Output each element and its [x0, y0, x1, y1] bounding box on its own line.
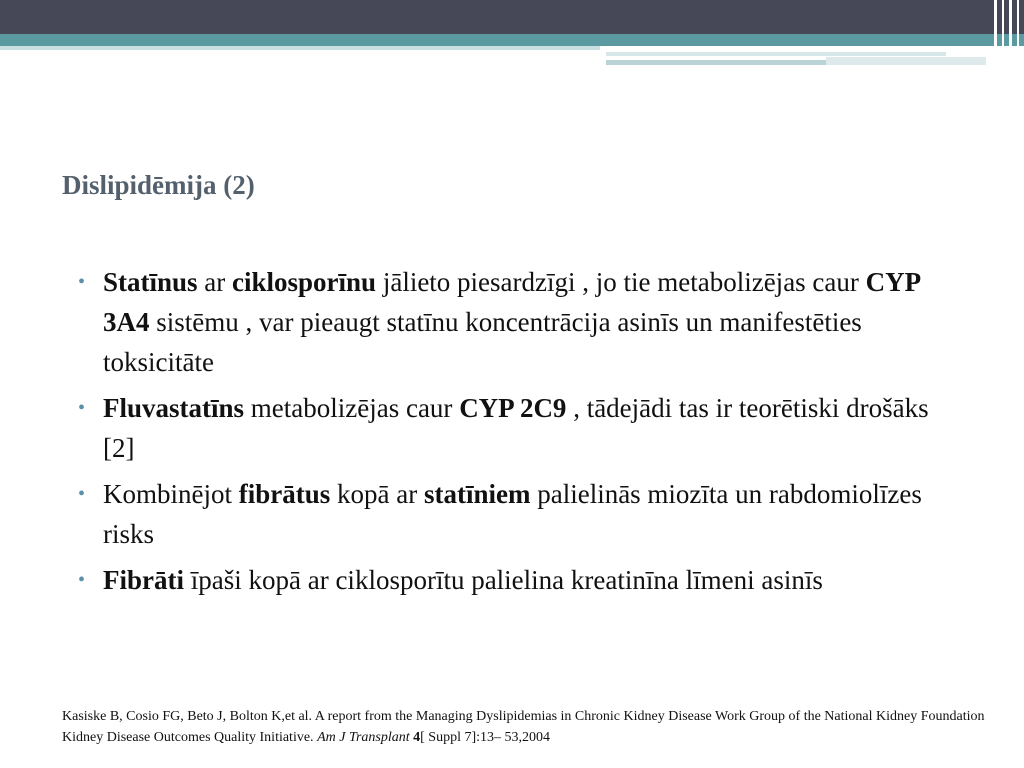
bullet-list	[78, 262, 958, 606]
bullet-text: metabolizējas caur	[244, 393, 460, 423]
bullet-bold-text: ciklosporīnu	[232, 267, 377, 297]
bullet-bold-text: statīniem	[423, 479, 531, 509]
bullet-dot-icon: •	[78, 483, 86, 505]
bullet-bold-text: Fibrāti	[103, 565, 184, 595]
bullet-text: jālieto piesardzīgi , jo tie metabolizējas caur	[376, 267, 866, 297]
bullet-text: ar	[197, 267, 233, 297]
bullet-bold-text: fibrātus	[238, 479, 331, 509]
bullet-text: Kombinējot	[103, 479, 239, 509]
reference-citation	[62, 706, 1002, 748]
header-vertical-stripe	[1002, 0, 1004, 68]
bullet-item	[78, 560, 958, 600]
header-accent-line-right-lower	[606, 60, 826, 65]
bullet-text: palielinās miozīta un rabdomiolīzes risks	[103, 479, 922, 549]
header-dark-band	[0, 0, 1024, 34]
bullet-item	[78, 262, 958, 382]
bullet-bold-text: CYP 3A4	[103, 267, 920, 337]
header-accent-line-right	[606, 52, 946, 56]
bullet-bold-text: Statīnus	[103, 267, 198, 297]
reference-volume: 4	[409, 730, 421, 745]
slide-title: Dislipidēmija (2)	[62, 170, 255, 200]
reference-pages: [ Suppl 7]:13– 53,2004	[420, 730, 551, 745]
bullet-dot-icon: •	[78, 271, 86, 293]
bullet-text: kopā ar	[330, 479, 424, 509]
bullet-bold-text: CYP 2C9	[459, 393, 567, 423]
reference-text: Kasiske B, Cosio FG, Beto J, Bolton K,et al. A report from the Managing Dyslipidemias in Chronic Kidney Disease Work Group of the National Kidney Foundation Kidney Disease Outcomes Quality Initiative.	[62, 709, 985, 745]
header-vertical-stripe	[1009, 0, 1012, 68]
header-accent-line	[0, 46, 600, 50]
bullet-item	[78, 388, 958, 468]
header-teal-band	[0, 34, 1024, 46]
bullet-text: sistēmu , var pieaugt statīnu koncentrācija asinīs un manifestēties toksicitāte	[103, 307, 862, 377]
bullet-dot-icon: •	[78, 397, 86, 419]
bullet-text: īpaši kopā ar ciklosporītu palielina kreatinīna līmeni asinīs	[184, 565, 823, 595]
header-accent-block	[826, 57, 986, 65]
bullet-dot-icon: •	[78, 569, 86, 591]
header-vertical-stripe	[1017, 0, 1019, 68]
bullet-item	[78, 474, 958, 554]
bullet-text: , tādejādi tas ir teorētiski drošāks [2]	[103, 393, 929, 463]
bullet-bold-text: Fluvastatīns	[103, 393, 245, 423]
reference-journal: Am J Transplant	[317, 730, 410, 745]
header-vertical-stripe	[994, 0, 997, 68]
